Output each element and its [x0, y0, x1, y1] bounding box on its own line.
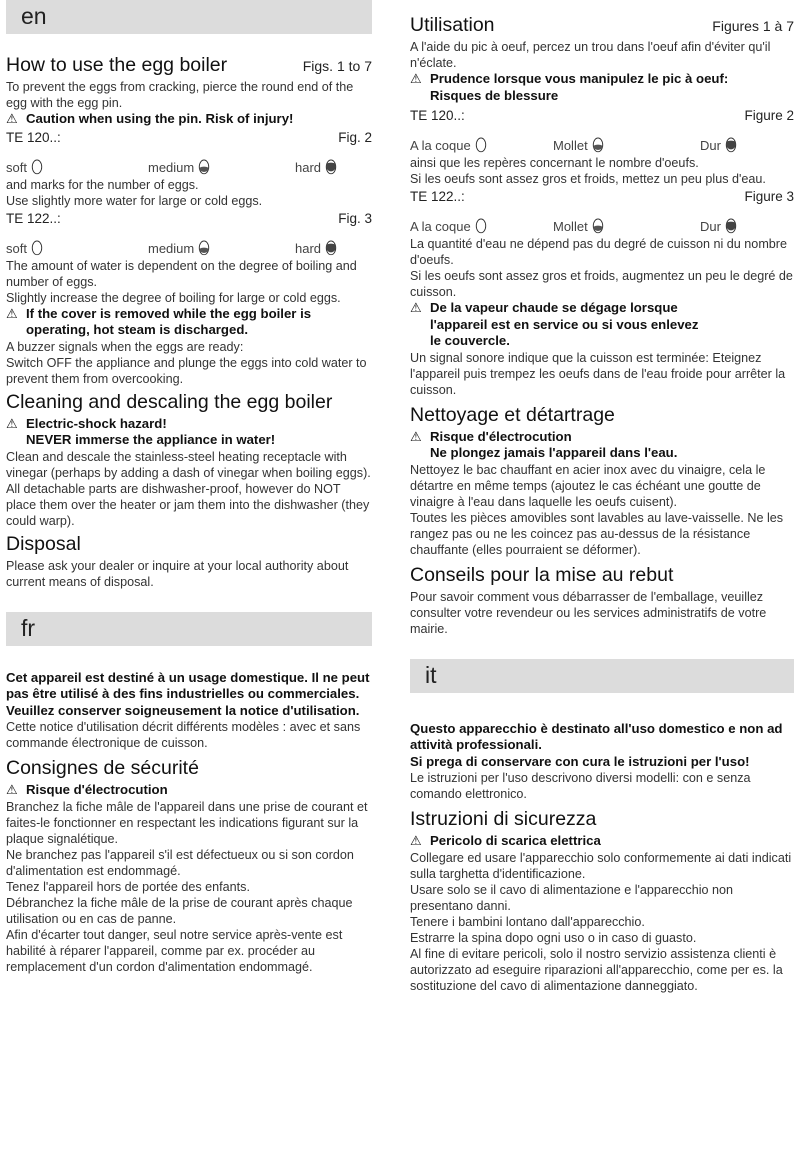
en-medium-item-2: medium	[148, 238, 210, 256]
fr-elec-risk: ⚠ Risque d'électrocution	[6, 782, 168, 797]
fr-rebut-text: Pour savoir comment vous débarrasser de l'emballage, veuillez consulter votre revendeur ou les services administratifs de votre mairie.	[410, 589, 767, 636]
fr-safety-title: Consignes de sécurité	[6, 757, 199, 779]
en-shock: ⚠ Electric-shock hazard!	[6, 415, 167, 431]
en-increase: Slightly increase the degree of boiling for large or cold eggs.	[6, 290, 341, 305]
en-model2: TE 122..:	[6, 210, 61, 226]
fr-util-title: Utilisation	[410, 14, 495, 36]
lang-bar-en	[6, 0, 372, 34]
it-domestico: Questo apparecchio è destinato all'uso domestico e non ad attività professionali.	[410, 720, 783, 752]
fr-nettoyez: Nettoyez le bac chauffant en acier inox avec du vinaigre, cela le détartre en même temps (ajoutez le cas échéant une goutte de vinaigre à l'eau dans laquelle les oeufs cuisent).	[410, 462, 766, 509]
egg-hard-icon	[325, 238, 337, 256]
en-disposal-title: Disposal	[6, 532, 81, 555]
warning-icon: ⚠	[6, 415, 18, 431]
fr-coque-item: A la coque	[410, 135, 487, 153]
en-soft-item: soft	[6, 157, 43, 175]
en-disposal-title-row	[6, 533, 372, 556]
fr-keep: Veuillez conserver soigneusement la notice d'utilisation.	[6, 702, 360, 718]
en-intro: To prevent the eggs from cracking, pierce the round end of the egg with the egg pin.	[6, 80, 354, 110]
fr-egg-row-1	[410, 123, 794, 155]
fr-enfants: Tenez l'appareil hors de portée des enfants.	[6, 879, 250, 894]
fr-util-title-row	[410, 14, 794, 37]
en-switch-off: Switch OFF the appliance and plunge the eggs into cold water to prevent them from overcooking.	[6, 355, 367, 386]
fr-dur-item-2: Dur	[700, 216, 737, 234]
fr-augmentez: Si les oeufs sont assez gros et froids, augmentez un peu le degré de cuisson.	[410, 269, 793, 299]
it-bambini: Tenere i bambini lontano dall'apparecchio.	[410, 914, 645, 929]
en-cleaning-title: Cleaning and descaling the egg boiler	[6, 390, 333, 413]
it-estrarre: Estrarre la spina dopo ogni uso o in caso di guasto.	[410, 930, 697, 945]
en-model2-row	[6, 211, 372, 226]
egg-soft-icon	[31, 157, 43, 175]
fr-nett-risk: ⚠ Risque d'électrocution	[410, 428, 572, 444]
en-model1-fig: Fig. 2	[338, 129, 372, 145]
warning-icon: ⚠	[410, 833, 422, 848]
fr-ne-branchez: Ne branchez pas l'appareil s'il est défectueux ou si son cordon d'alimentation est endommagé.	[6, 847, 354, 878]
lang-code-fr: fr	[21, 614, 36, 641]
en-egg-row-1	[6, 145, 372, 177]
egg-hard-icon	[725, 216, 737, 234]
fr-vapeur: ⚠ De la vapeur chaude se dégage lorsque	[410, 300, 678, 315]
en-detachable: All detachable parts are dishwasher-proof, however do NOT place them over the heater or jam them into the dishwasher (they could warp).	[6, 481, 370, 528]
en-disposal-text: Please ask your dealer or inquire at your local authority about current means of disposal.	[6, 558, 349, 589]
fr-afin: Afin d'écarter tout danger, seul notre service après-vente est habilité à réparer l'appareil, comme par ex. procéder au remplacement d'un cordon d'alimentation endommagé.	[6, 927, 343, 974]
it-usare: Usare solo se il cavo di alimentazione e l'apparecchio non presentano danni.	[410, 882, 734, 913]
fr-coque-item-2: A la coque	[410, 216, 487, 234]
fr-nett-title: Nettoyage et détartrage	[410, 403, 615, 426]
fr-reperes: ainsi que les repères concernant le nombre d'oeufs.	[410, 156, 699, 170]
fr-gros: Si les oeufs sont assez gros et froids, mettez un peu plus d'eau.	[410, 172, 766, 186]
fr-model2: TE 122..:	[410, 189, 465, 204]
en-water: Use slightly more water for large or cold eggs.	[6, 193, 263, 208]
fr-egg-row-2	[410, 204, 794, 236]
lang-code-it: it	[425, 661, 437, 688]
warning-icon: ⚠	[6, 305, 18, 321]
en-cleaning-title-row	[6, 391, 372, 414]
fr-util-intro: A l'aide du pic à oeuf, percez un trou dans l'oeuf afin d'éviter qu'il n'éclate.	[410, 40, 771, 70]
warning-icon: ⚠	[6, 111, 18, 126]
fr-nett-title-row	[410, 404, 794, 427]
fr-rebut-title: Conseils pour la mise au rebut	[410, 563, 674, 586]
egg-hard-icon	[725, 135, 737, 153]
warning-icon: ⚠	[6, 782, 18, 797]
fr-model2-row	[410, 189, 794, 204]
fr-notice: Cette notice d'utilisation décrit différents modèles : avec et sans commande électronique de cuisson.	[6, 720, 361, 750]
en-medium-item: medium	[148, 157, 210, 175]
fr-signal: Un signal sonore indique que la cuisson est terminée: Eteignez l'appareil puis trempez les oeufs dans de l'eau froide pour arrêter la cuisson.	[410, 350, 786, 397]
egg-medium-icon	[198, 157, 210, 175]
warning-icon: ⚠	[410, 300, 422, 315]
egg-medium-icon	[592, 135, 604, 153]
fr-branchez: Branchez la fiche mâle de l'appareil dans une prise de courant et faites-le fonctionner en respectant les indications figurant sur la plaque signalétique.	[6, 799, 368, 846]
fr-dur-item: Dur	[700, 135, 737, 153]
it-al-fine: Al fine di evitare pericoli, solo il nostro servizio assistenza clienti è autorizzato ad eseguire riparazioni all'apparecchio, come per es. la sostituzione del cavo di alimentazione danneggiato.	[410, 946, 783, 993]
fr-rebut-title-row	[410, 564, 794, 587]
egg-medium-icon	[198, 238, 210, 256]
en-title-row	[6, 54, 372, 77]
fr-model1-fig: Figure 2	[744, 108, 794, 123]
fr-toutes: Toutes les pièces amovibles sont lavables au lave-vaisselle. Ne les rangez pas ou ne les coincez pas au-dessus de la résistance chauffante (elles pourraient se déformer).	[410, 510, 784, 557]
warning-icon: ⚠	[410, 428, 422, 444]
en-buzzer: A buzzer signals when the eggs are ready:	[6, 339, 244, 354]
en-soft-item-2: soft	[6, 238, 43, 256]
fr-safety-title-row	[6, 757, 372, 780]
fr-plongez: Ne plongez jamais l'appareil dans l'eau.	[430, 445, 678, 460]
en-amount: The amount of water is dependent on the degree of boiling and number of eggs.	[6, 258, 357, 289]
left-column	[6, 0, 372, 975]
fr-domestic: Cet appareil est destiné à un usage domestique. Il ne peut pas être utilisé à des fins industrielles ou commerciales.	[6, 669, 370, 701]
en-title: How to use the egg boiler	[6, 54, 228, 76]
en-clean-text: Clean and descale the stainless-steel heating receptacle with vinegar (perhaps by adding a dash of vinegar when boiling eggs).	[6, 449, 371, 480]
en-marks: and marks for the number of eggs.	[6, 177, 199, 192]
right-column	[410, 14, 794, 994]
fr-prudence-2: Risques de blessure	[430, 87, 559, 103]
en-model1: TE 120..:	[6, 129, 61, 145]
en-never: NEVER immerse the appliance in water!	[26, 432, 276, 447]
fr-vapeur-2: l'appareil est en service ou si vous enlevez	[430, 316, 699, 332]
en-hard-item-2: hard	[295, 238, 337, 256]
it-conservare: Si prega di conservare con cura le istruzioni per l'uso!	[410, 753, 750, 769]
egg-medium-icon	[592, 216, 604, 234]
lang-bar-fr	[6, 612, 372, 646]
egg-soft-icon	[31, 238, 43, 256]
it-sic-title-row	[410, 808, 794, 831]
fr-model2-fig: Figure 3	[744, 189, 794, 204]
fr-debranchez: Débranchez la fiche mâle de la prise de courant après chaque utilisation ou en cas de panne.	[6, 895, 353, 926]
egg-soft-icon	[475, 216, 487, 234]
en-caution: ⚠ Caution when using the pin. Risk of injury!	[6, 111, 294, 126]
en-egg-row-2	[6, 226, 372, 258]
fr-model1: TE 120..:	[410, 108, 465, 123]
lang-bar-it	[410, 659, 794, 693]
fr-vapeur-3: le couvercle.	[430, 333, 510, 348]
fr-util-figs: Figures 1 à 7	[712, 18, 794, 34]
en-model1-row	[6, 130, 372, 145]
fr-mollet-item: Mollet	[553, 135, 604, 153]
fr-prudence: ⚠ Prudence lorsque vous manipulez le pic à oeuf:	[410, 71, 729, 86]
egg-soft-icon	[475, 135, 487, 153]
fr-mollet-item-2: Mollet	[553, 216, 604, 234]
fr-model1-row	[410, 108, 794, 123]
lang-code-en: en	[21, 3, 47, 29]
warning-icon: ⚠	[410, 71, 422, 86]
en-title-figs: Figs. 1 to 7	[302, 58, 372, 74]
fr-quantite: La quantité d'eau ne dépend pas du degré de cuisson ni du nombre d'oeufs.	[410, 237, 788, 267]
it-collegare: Collegare ed usare l'apparecchio solo conformemente ai dati indicati sulla targhetta d'identificazione.	[410, 850, 792, 881]
en-hard-item: hard	[295, 157, 337, 175]
egg-hard-icon	[325, 157, 337, 175]
it-pericolo: ⚠ Pericolo di scarica elettrica	[410, 833, 601, 848]
it-istruzioni: Le istruzioni per l'uso descrivono diversi modelli: con e senza comando elettronico.	[410, 771, 751, 801]
en-steam-warning-2: operating, hot steam is discharged.	[26, 322, 249, 337]
en-model2-fig: Fig. 3	[338, 210, 372, 226]
en-steam-warning: ⚠ If the cover is removed while the egg boiler is	[6, 305, 312, 321]
it-sic-title: Istruzioni di sicurezza	[410, 808, 597, 830]
